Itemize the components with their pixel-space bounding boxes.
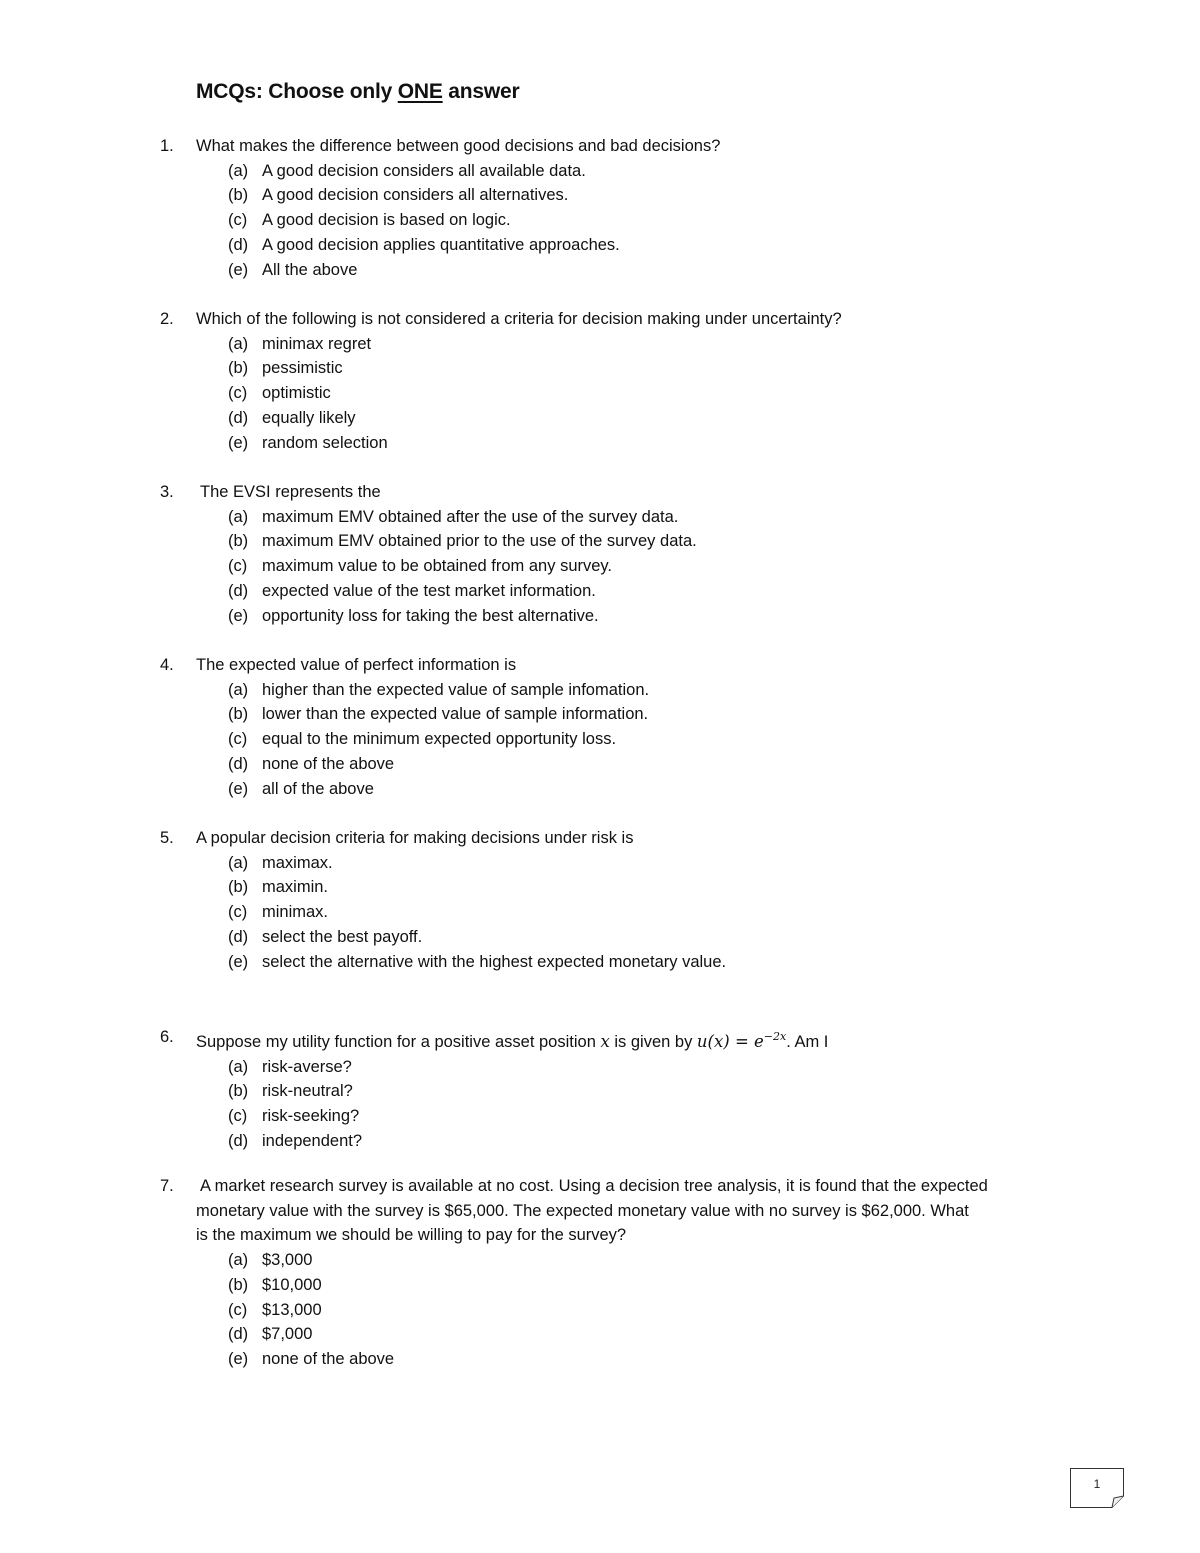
option-text: select the alternative with the highest expected monetary value. [262,952,727,971]
question-7 [160,1174,1090,1372]
option-letter: (a) [228,853,249,872]
option-letter: (c) [228,557,248,576]
option-text: A good decision considers all available data. [262,161,586,180]
option-text: All the above [262,260,358,279]
option-e[interactable] [228,1347,1090,1372]
question-number: 2. [160,310,174,328]
option-text: A good decision considers all alternatives. [262,186,569,205]
option-text: independent? [262,1131,363,1150]
option-text: risk-neutral? [262,1082,353,1101]
option-a[interactable] [228,1248,1090,1273]
question-text-after: . Am I [786,1033,829,1051]
question-6 [160,1025,1090,1154]
options-list [160,1055,1090,1154]
option-e[interactable] [228,950,1090,975]
option-a[interactable] [228,159,1090,184]
option-text: opportunity loss for taking the best alternative. [262,606,599,625]
option-text: none of the above [262,754,395,773]
math-function-base: u(x) = e [696,1032,764,1051]
option-letter: (e) [228,779,249,798]
question-text: What makes the difference between good decisions and bad decisions? [196,137,721,155]
option-letter: (c) [228,1107,248,1126]
page-title [196,80,519,104]
option-d[interactable] [228,406,1090,431]
option-e[interactable] [228,431,1090,456]
option-a[interactable] [228,678,1090,703]
option-d[interactable] [228,752,1090,777]
question-number: 6. [160,1028,174,1046]
option-text: minimax. [262,903,329,922]
option-letter: (a) [228,680,249,699]
question-stem [160,134,1090,159]
option-letter: (a) [228,334,249,353]
option-b[interactable] [228,702,1090,727]
option-letter: (c) [228,1300,248,1319]
option-b[interactable] [228,1273,1090,1298]
option-c[interactable] [228,727,1090,752]
option-text: $7,000 [262,1325,313,1344]
option-letter: (d) [228,581,249,600]
option-letter: (a) [228,1057,249,1076]
options-list [160,505,1090,629]
options-list [160,1248,1090,1372]
option-text: lower than the expected value of sample information. [262,705,649,724]
math-function [697,1032,786,1051]
option-text: none of the above [262,1349,395,1368]
option-c[interactable] [228,900,1090,925]
option-text: equally likely [262,408,356,427]
option-letter: (d) [228,1131,249,1150]
option-text: pessimistic [262,359,343,378]
option-text: higher than the expected value of sample infomation. [262,680,650,699]
option-text: equal to the minimum expected opportunity loss. [262,730,617,749]
option-text: optimistic [262,384,331,403]
option-letter: (c) [228,903,248,922]
question-4 [160,653,1090,801]
question-text: The expected value of perfect information is [196,656,517,674]
option-text: maximax. [262,853,333,872]
option-letter: (a) [228,507,249,526]
question-stem [160,826,1090,851]
option-letter: (d) [228,927,249,946]
option-letter: (d) [228,1325,249,1344]
question-stem [160,1025,1090,1055]
option-text: maximum value to be obtained from any survey. [262,557,613,576]
question-2 [160,307,1090,455]
option-text: maximum EMV obtained after the use of the survey data. [262,507,679,526]
option-letter: (b) [228,1082,249,1101]
option-letter: (a) [228,1251,249,1270]
question-3 [160,480,1090,628]
option-letter: (c) [228,211,248,230]
question-text: Which of the following is not considered a criteria for decision making under uncertainty? [196,310,842,328]
option-letter: (e) [228,952,249,971]
option-letter: (d) [228,754,249,773]
option-d[interactable] [228,1129,1090,1154]
option-text: $10,000 [262,1275,322,1294]
question-1 [160,134,1090,282]
question-stem [160,480,1090,505]
option-c[interactable] [228,381,1090,406]
option-text: maximin. [262,878,329,897]
question-text: A popular decision criteria for making decisions under risk is [196,829,634,847]
option-c[interactable] [228,554,1090,579]
option-d[interactable] [228,233,1090,258]
question-text-line: is the maximum we should be willing to pay for the survey? [196,1226,627,1245]
option-e[interactable] [228,777,1090,802]
option-b[interactable] [228,875,1090,900]
option-text: minimax regret [262,334,372,353]
option-letter: (a) [228,161,249,180]
option-a[interactable] [228,332,1090,357]
option-b[interactable] [228,183,1090,208]
option-letter: (b) [228,532,249,551]
option-text: maximum EMV obtained prior to the use of the survey data. [262,532,697,551]
option-d[interactable] [228,1322,1090,1347]
option-text: A good decision applies quantitative approaches. [262,235,620,254]
options-list [160,159,1090,283]
option-text: $13,000 [262,1300,322,1319]
option-a[interactable] [228,1055,1090,1080]
math-variable: x [600,1032,610,1051]
question-text-middle: is given by [609,1033,697,1051]
options-list [160,678,1090,802]
page-title-prefix: MCQs: Choose only [196,80,398,103]
page-title-emphasis: ONE [397,80,443,103]
option-e[interactable] [228,604,1090,629]
option-a[interactable] [228,505,1090,530]
options-list [160,332,1090,456]
option-letter: (c) [228,384,248,403]
page-number-box [1070,1468,1124,1508]
option-letter: (b) [228,878,249,897]
question-text: The EVSI represents the [200,483,381,501]
option-e[interactable] [228,258,1090,283]
question-number: 4. [160,656,174,674]
option-text: random selection [262,433,388,452]
question-5 [160,826,1090,974]
option-letter: (b) [228,705,249,724]
option-b[interactable] [228,356,1090,381]
question-text-before: Suppose my utility function for a positive asset position [196,1033,601,1051]
option-d[interactable] [228,925,1090,950]
question-stem [160,1174,1090,1248]
option-text: $3,000 [262,1251,313,1270]
option-b[interactable] [228,1079,1090,1104]
option-a[interactable] [228,851,1090,876]
question-number: 5. [160,829,174,847]
option-text: A good decision is based on logic. [262,211,511,230]
question-text-line: A market research survey is available at no cost. Using a decision tree analysis, it is found that the expected [200,1177,988,1195]
option-c[interactable] [228,208,1090,233]
page-number: 1 [1093,1477,1101,1491]
question-number: 3. [160,483,174,501]
option-text: expected value of the test market information. [262,581,596,600]
question-number: 7. [160,1177,174,1195]
option-d[interactable] [228,579,1090,604]
option-letter: (b) [228,359,249,378]
option-c[interactable] [228,1298,1090,1323]
question-number: 1. [160,137,174,155]
option-letter: (d) [228,408,249,427]
math-exponent: −2x [763,1030,787,1043]
option-c[interactable] [228,1104,1090,1129]
question-text-line: monetary value with the survey is $65,000. The expected monetary value with no survey is $62,000. What [196,1201,969,1220]
option-text: select the best payoff. [262,927,423,946]
option-letter: (e) [228,606,249,625]
page-title-suffix: answer [442,80,520,103]
question-stem [160,307,1090,332]
option-letter: (b) [228,1275,249,1294]
question-stem [160,653,1090,678]
options-list [160,851,1090,975]
option-letter: (c) [228,730,248,749]
option-text: all of the above [262,779,374,798]
option-letter: (e) [228,433,249,452]
option-b[interactable] [228,529,1090,554]
option-text: risk-averse? [262,1057,352,1076]
option-letter: (b) [228,186,249,205]
option-text: risk-seeking? [262,1107,360,1126]
option-letter: (e) [228,260,249,279]
option-letter: (d) [228,235,249,254]
option-letter: (e) [228,1349,249,1368]
question-text [196,1025,1090,1055]
